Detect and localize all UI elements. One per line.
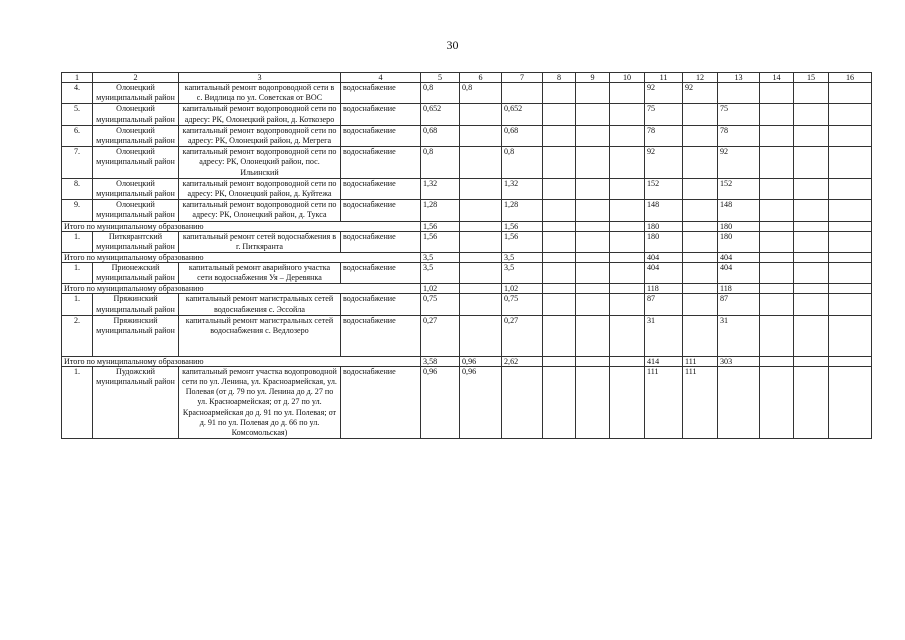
empty-cell <box>829 178 872 199</box>
work-description: капитальный ремонт аварийного участка сети водоснабжения Уя – Деревянка <box>179 263 341 284</box>
empty-cell <box>829 253 872 263</box>
empty-cell <box>829 284 872 294</box>
value-cell: 92 <box>645 147 683 179</box>
empty-cell <box>794 231 829 252</box>
empty-cell <box>829 231 872 252</box>
value-cell: 1,56 <box>502 231 543 252</box>
value-cell: 404 <box>645 253 683 263</box>
column-number-cell: 1 <box>62 73 93 83</box>
value-cell <box>683 147 718 179</box>
empty-cell <box>543 263 576 284</box>
value-cell: 3,5 <box>502 253 543 263</box>
empty-cell <box>760 221 794 231</box>
value-cell: 3,5 <box>421 253 460 263</box>
value-cell <box>683 315 718 356</box>
value-cell: 3,5 <box>421 263 460 284</box>
subtotal-label: Итого по муниципальному образованию <box>62 221 421 231</box>
value-cell: 0,75 <box>421 294 460 315</box>
empty-cell <box>794 253 829 263</box>
value-cell: 414 <box>645 356 683 366</box>
empty-cell <box>760 200 794 221</box>
value-cell: 92 <box>683 83 718 104</box>
value-cell: 31 <box>718 315 760 356</box>
work-type: водоснабжение <box>341 104 421 125</box>
value-cell: 0,8 <box>421 147 460 179</box>
column-number-cell: 7 <box>502 73 543 83</box>
value-cell <box>460 315 502 356</box>
value-cell: 1,02 <box>502 284 543 294</box>
value-cell: 404 <box>718 253 760 263</box>
subtotal-label: Итого по муниципальному образованию <box>62 356 421 366</box>
value-cell: 404 <box>645 263 683 284</box>
value-cell <box>718 366 760 438</box>
value-cell <box>460 104 502 125</box>
empty-cell <box>760 294 794 315</box>
value-cell <box>502 366 543 438</box>
district-name: Олонецкий муниципальный район <box>93 200 179 221</box>
value-cell: 118 <box>645 284 683 294</box>
work-type: водоснабжение <box>341 231 421 252</box>
row-number: 1. <box>62 294 93 315</box>
empty-cell <box>794 263 829 284</box>
empty-cell <box>543 366 576 438</box>
subtotal-row <box>62 356 872 366</box>
empty-cell <box>576 315 610 356</box>
value-cell: 1,32 <box>421 178 460 199</box>
value-cell: 1,28 <box>421 200 460 221</box>
value-cell: 75 <box>718 104 760 125</box>
work-type: водоснабжение <box>341 147 421 179</box>
value-cell: 92 <box>718 147 760 179</box>
column-number-cell: 6 <box>460 73 502 83</box>
column-number-cell: 9 <box>576 73 610 83</box>
value-cell: 87 <box>718 294 760 315</box>
value-cell: 1,56 <box>502 221 543 231</box>
empty-cell <box>576 366 610 438</box>
empty-cell <box>794 125 829 146</box>
value-cell: 180 <box>645 221 683 231</box>
table-row <box>62 104 872 125</box>
column-number-cell: 5 <box>421 73 460 83</box>
work-description: капитальный ремонт водопроводной сети по адресу: РК, Олонецкий район, д. Коткозеро <box>179 104 341 125</box>
empty-cell <box>610 221 645 231</box>
empty-cell <box>610 366 645 438</box>
district-name: Олонецкий муниципальный район <box>93 104 179 125</box>
work-description: капитальный ремонт водопроводной сети в с. Видлица по ул. Советская от ВОС <box>179 83 341 104</box>
value-cell <box>460 231 502 252</box>
row-number: 5. <box>62 104 93 125</box>
row-number: 8. <box>62 178 93 199</box>
value-cell: 0,652 <box>502 104 543 125</box>
empty-cell <box>576 231 610 252</box>
value-cell: 0,27 <box>502 315 543 356</box>
empty-cell <box>760 147 794 179</box>
district-name: Пудожский муниципальный район <box>93 366 179 438</box>
value-cell: 3,58 <box>421 356 460 366</box>
value-cell <box>683 178 718 199</box>
value-cell: 1,56 <box>421 221 460 231</box>
empty-cell <box>829 200 872 221</box>
empty-cell <box>760 104 794 125</box>
district-name: Олонецкий муниципальный район <box>93 83 179 104</box>
empty-cell <box>794 178 829 199</box>
work-description: капитальный ремонт участка водопроводной сети по ул. Ленина, ул. Красноармейская, ул. Полевая (от д. 79 по ул. Ленина до д. 27 по ул. Красноармейская; от д. 27 по ул. Красноармейская до д. 91 по ул. Полевая; от д. 91 по ул. Полевая до д. 66 по ул. Комсомольская) <box>179 366 341 438</box>
value-cell: 148 <box>718 200 760 221</box>
table-row <box>62 125 872 146</box>
value-cell: 180 <box>718 231 760 252</box>
empty-cell <box>760 315 794 356</box>
empty-cell <box>610 104 645 125</box>
empty-cell <box>543 356 576 366</box>
empty-cell <box>610 83 645 104</box>
empty-cell <box>794 284 829 294</box>
empty-cell <box>610 200 645 221</box>
column-number-cell: 16 <box>829 73 872 83</box>
value-cell: 118 <box>718 284 760 294</box>
empty-cell <box>829 147 872 179</box>
row-number: 1. <box>62 263 93 284</box>
empty-cell <box>576 125 610 146</box>
empty-cell <box>794 315 829 356</box>
work-type: водоснабжение <box>341 125 421 146</box>
value-cell: 111 <box>683 356 718 366</box>
district-name: Прионежский муниципальный район <box>93 263 179 284</box>
empty-cell <box>794 147 829 179</box>
value-cell: 0,96 <box>421 366 460 438</box>
table-row <box>62 178 872 199</box>
district-name: Питкярантский муниципальный район <box>93 231 179 252</box>
value-cell: 75 <box>645 104 683 125</box>
column-number-cell: 3 <box>179 73 341 83</box>
empty-cell <box>760 253 794 263</box>
value-cell <box>460 125 502 146</box>
value-cell <box>683 104 718 125</box>
empty-cell <box>576 200 610 221</box>
empty-cell <box>576 284 610 294</box>
value-cell <box>683 221 718 231</box>
column-number-cell: 8 <box>543 73 576 83</box>
work-description: капитальный ремонт водопроводной сети по адресу: РК, Олонецкий район, д. Тукса <box>179 200 341 221</box>
empty-cell <box>760 263 794 284</box>
column-number-cell: 4 <box>341 73 421 83</box>
value-cell <box>718 83 760 104</box>
value-cell: 31 <box>645 315 683 356</box>
table-row <box>62 83 872 104</box>
row-number: 6. <box>62 125 93 146</box>
work-description: капитальный ремонт водопроводной сети по адресу: РК, Олонецкий район, д. Куйтежа <box>179 178 341 199</box>
value-cell: 0,68 <box>502 125 543 146</box>
empty-cell <box>794 356 829 366</box>
subtotal-row <box>62 284 872 294</box>
value-cell: 0,27 <box>421 315 460 356</box>
value-cell <box>460 253 502 263</box>
empty-cell <box>829 366 872 438</box>
table-row <box>62 231 872 252</box>
value-cell: 111 <box>683 366 718 438</box>
empty-cell <box>829 356 872 366</box>
empty-cell <box>794 294 829 315</box>
value-cell: 0,96 <box>460 356 502 366</box>
column-number-cell: 14 <box>760 73 794 83</box>
empty-cell <box>760 284 794 294</box>
empty-cell <box>610 178 645 199</box>
value-cell: 1,28 <box>502 200 543 221</box>
table-row <box>62 147 872 179</box>
value-cell: 1,32 <box>502 178 543 199</box>
row-number: 9. <box>62 200 93 221</box>
value-cell <box>683 263 718 284</box>
empty-cell <box>576 83 610 104</box>
district-name: Олонецкий муниципальный район <box>93 178 179 199</box>
column-number-cell: 12 <box>683 73 718 83</box>
empty-cell <box>610 315 645 356</box>
value-cell: 0,8 <box>460 83 502 104</box>
value-cell: 87 <box>645 294 683 315</box>
work-type: водоснабжение <box>341 178 421 199</box>
empty-cell <box>543 231 576 252</box>
empty-cell <box>794 366 829 438</box>
value-cell <box>683 253 718 263</box>
value-cell: 0,75 <box>502 294 543 315</box>
value-cell: 0,652 <box>421 104 460 125</box>
value-cell: 0,96 <box>460 366 502 438</box>
subtotal-row <box>62 221 872 231</box>
empty-cell <box>576 253 610 263</box>
value-cell <box>683 231 718 252</box>
value-cell: 111 <box>645 366 683 438</box>
value-cell: 1,02 <box>421 284 460 294</box>
row-number: 1. <box>62 366 93 438</box>
empty-cell <box>829 294 872 315</box>
empty-cell <box>760 83 794 104</box>
table-row <box>62 315 872 356</box>
value-cell: 0,8 <box>502 147 543 179</box>
work-description: капитальный ремонт водопроводной сети по адресу: РК, Олонецкий район, д. Мегрега <box>179 125 341 146</box>
row-number: 7. <box>62 147 93 179</box>
empty-cell <box>543 315 576 356</box>
subtotal-label: Итого по муниципальному образованию <box>62 284 421 294</box>
value-cell: 180 <box>718 221 760 231</box>
table-row <box>62 263 872 284</box>
work-type: водоснабжение <box>341 83 421 104</box>
empty-cell <box>829 125 872 146</box>
value-cell: 0,8 <box>421 83 460 104</box>
table-row <box>62 366 872 438</box>
value-cell <box>460 263 502 284</box>
empty-cell <box>829 263 872 284</box>
empty-cell <box>576 294 610 315</box>
page-number: 30 <box>446 38 459 52</box>
empty-cell <box>760 366 794 438</box>
empty-cell <box>760 231 794 252</box>
empty-cell <box>829 221 872 231</box>
empty-cell <box>610 294 645 315</box>
empty-cell <box>829 104 872 125</box>
empty-cell <box>610 147 645 179</box>
value-cell: 152 <box>645 178 683 199</box>
work-type: водоснабжение <box>341 294 421 315</box>
empty-cell <box>829 315 872 356</box>
empty-cell <box>760 125 794 146</box>
row-number: 2. <box>62 315 93 356</box>
value-cell <box>460 284 502 294</box>
value-cell: 0,68 <box>421 125 460 146</box>
column-number-cell: 15 <box>794 73 829 83</box>
value-cell <box>502 83 543 104</box>
table-row <box>62 294 872 315</box>
district-name: Олонецкий муниципальный район <box>93 147 179 179</box>
empty-cell <box>760 178 794 199</box>
empty-cell <box>610 253 645 263</box>
value-cell: 152 <box>718 178 760 199</box>
value-cell <box>460 294 502 315</box>
value-cell: 303 <box>718 356 760 366</box>
value-cell <box>683 294 718 315</box>
district-name: Пряжинский муниципальный район <box>93 294 179 315</box>
funding-table <box>61 72 872 439</box>
work-type: водоснабжение <box>341 315 421 356</box>
work-description: капитальный ремонт магистральных сетей водоснабжения с. Эссойла <box>179 294 341 315</box>
value-cell: 404 <box>718 263 760 284</box>
empty-cell <box>610 125 645 146</box>
value-cell <box>683 284 718 294</box>
value-cell: 148 <box>645 200 683 221</box>
value-cell: 180 <box>645 231 683 252</box>
value-cell <box>460 200 502 221</box>
empty-cell <box>794 104 829 125</box>
value-cell <box>460 221 502 231</box>
row-number: 4. <box>62 83 93 104</box>
empty-cell <box>794 83 829 104</box>
district-name: Олонецкий муниципальный район <box>93 125 179 146</box>
work-type: водоснабжение <box>341 366 421 438</box>
value-cell: 2,62 <box>502 356 543 366</box>
column-number-cell: 2 <box>93 73 179 83</box>
empty-cell <box>543 294 576 315</box>
value-cell: 92 <box>645 83 683 104</box>
empty-cell <box>576 147 610 179</box>
empty-cell <box>543 284 576 294</box>
column-number-cell: 13 <box>718 73 760 83</box>
district-name: Пряжинский муниципальный район <box>93 315 179 356</box>
value-cell <box>460 178 502 199</box>
empty-cell <box>610 356 645 366</box>
subtotal-label: Итого по муниципальному образованию <box>62 253 421 263</box>
empty-cell <box>610 284 645 294</box>
empty-cell <box>576 356 610 366</box>
empty-cell <box>576 221 610 231</box>
work-description: капитальный ремонт магистральных сетей водоснабжения с. Ведлозеро <box>179 315 341 356</box>
column-number-cell: 10 <box>610 73 645 83</box>
empty-cell <box>794 200 829 221</box>
empty-cell <box>760 356 794 366</box>
empty-cell <box>610 263 645 284</box>
value-cell <box>683 200 718 221</box>
work-description: капитальный ремонт водопроводной сети по адресу: РК, Олонецкий район, пос. Ильинский <box>179 147 341 179</box>
row-number: 1. <box>62 231 93 252</box>
value-cell: 3,5 <box>502 263 543 284</box>
empty-cell <box>576 178 610 199</box>
empty-cell <box>543 178 576 199</box>
table-row <box>62 200 872 221</box>
value-cell <box>460 147 502 179</box>
empty-cell <box>794 221 829 231</box>
empty-cell <box>829 83 872 104</box>
column-number-cell: 11 <box>645 73 683 83</box>
value-cell: 78 <box>645 125 683 146</box>
value-cell: 78 <box>718 125 760 146</box>
work-type: водоснабжение <box>341 200 421 221</box>
work-description: капитальный ремонт сетей водоснабжения в г. Питкяранта <box>179 231 341 252</box>
empty-cell <box>576 104 610 125</box>
empty-cell <box>543 221 576 231</box>
empty-cell <box>543 125 576 146</box>
value-cell: 1,56 <box>421 231 460 252</box>
column-number-row <box>62 73 872 83</box>
empty-cell <box>543 104 576 125</box>
empty-cell <box>543 83 576 104</box>
empty-cell <box>610 231 645 252</box>
empty-cell <box>543 147 576 179</box>
empty-cell <box>576 263 610 284</box>
empty-cell <box>543 253 576 263</box>
value-cell <box>683 125 718 146</box>
work-type: водоснабжение <box>341 263 421 284</box>
empty-cell <box>543 200 576 221</box>
subtotal-row <box>62 253 872 263</box>
